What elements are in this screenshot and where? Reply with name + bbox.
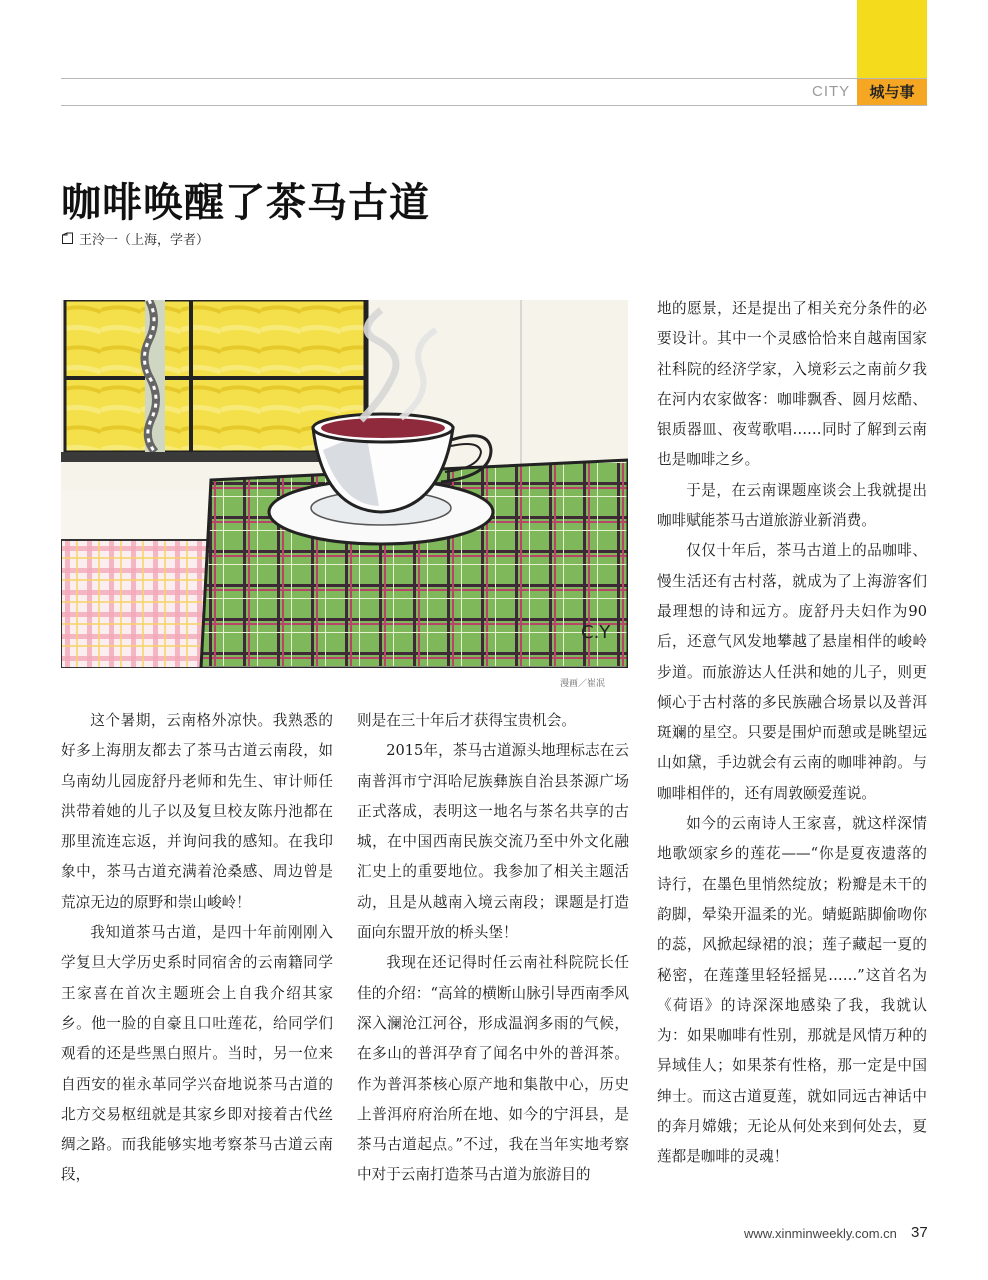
- coffee-cup-illustration: [61, 300, 628, 668]
- paragraph: 我现在还记得时任云南社科院院长任佳的介绍：“高耸的横断山脉引导西南季风深入澜沧江河谷，形成温润多雨的气候，在多山的普洱孕育了闻名中外的普洱茶。作为普洱茶核心原产地和集散中心，历史上普洱府府治所在地、如今的宁洱县，是茶马古道起点。”不过，我在当年实地考察中对于云南打造茶马古道为旅游目的: [357, 954, 629, 1184]
- paragraph: 仅仅十年后，茶马古道上的品咖啡、慢生活还有古村落，就成为了上海游客们最理想的诗和远方。庞舒丹夫妇作为90后，还意气风发地攀越了悬崖相伴的峻岭步道。而旅游达人任洪和她的儿子，则更倾心于古村落的多民族融合场景以及普洱斑斓的星空。只要是围炉而憩或是眺望远山如黛，手边就会有云南的咖啡神韵。与咖啡相伴的，还有周敦颐爱莲说。: [657, 542, 927, 802]
- paragraph-continued: 则是在三十年后才获得宝贵机会。: [357, 712, 576, 729]
- paragraph-continued: 地的愿景，还是提出了相关充分条件的必要设计。其中一个灵感恰恰来自越南国家社科院的经济学家，入境彩云之南前夕我在河内农家做客：咖啡飘香、圆月炫酷、银质器皿、夜莺歌唱……同时了解到云南也是咖啡之乡。: [657, 300, 927, 469]
- illustration-signature: C.Y: [581, 622, 611, 643]
- paragraph: 这个暑期，云南格外凉快。我熟悉的好多上海朋友都去了茶马古道云南段，如乌南幼儿园庞舒丹老师和先生、审计师任洪带着她的儿子以及复旦校友陈丹池都在那里流连忘返，并询问我的感知。在我印象中，茶马古道充满着沧桑感、周边曾是荒凉无边的原野和崇山峻岭！: [61, 712, 333, 911]
- paragraph: 于是，在云南课题座谈会上我就提出咖啡赋能茶马古道旅游业新消费。: [657, 481, 927, 530]
- text-column-1: [61, 706, 333, 1191]
- illustration-credit: 漫画／崔冺: [560, 679, 606, 689]
- pen-icon: [61, 232, 74, 245]
- section-label-en: CITY: [812, 83, 851, 100]
- page-number: 37: [911, 1224, 928, 1241]
- text-column-3: [657, 294, 927, 1173]
- paragraph: 我知道茶马古道，是四十年前刚刚入学复旦大学历史系时同宿舍的云南籍同学王家喜在首次主题班会上自我介绍其家乡。他一脸的自豪且口吐莲花，给同学们观看的还是些黑白照片。当时，另一位来自西安的崔永革同学兴奋地说茶马古道的北方交易枢纽就是其家乡即对接着古代丝绸之路。而我能够实地考察茶马古道云南段，: [61, 924, 333, 1184]
- paragraph: 如今的云南诗人王家喜，就这样深情地歌颂家乡的莲花——“你是夏夜遗落的诗行，在墨色里悄然绽放；粉瓣是未干的韵脚，晕染开温柔的光。蜻蜓踮脚偷吻你的蕊，风掀起绿裙的浪；莲子藏起一夏的秘密，在莲蓬里轻轻摇晃……”这首名为《荷语》的诗深深地感染了我，我就认为：如果咖啡有性别，那就是风情万种的异域佳人；如果茶有性格，那一定是中国绅士。而这古道夏莲，就如同远古神话中的奔月嫦娥；无论从何处来到何处去，夏莲都是咖啡的灵魂！: [657, 815, 927, 1166]
- text-column-2: [357, 706, 629, 1191]
- byline-text: 王泠一（上海，学者）: [79, 233, 210, 248]
- header-color-tab: [857, 0, 927, 78]
- header-rule-top: [61, 78, 927, 79]
- article-title: 咖啡唤醒了茶马古道: [61, 180, 430, 226]
- paragraph: 2015年，茶马古道源头地理标志在云南普洱市宁洱哈尼族彝族自治县茶源广场正式落成，表明这一地名与茶名共享的古城，在中国西南民族交流乃至中外文化融汇史上的重要地位。我参加了相关主题活动，且是从越南入境云南段；课题是打造面向东盟开放的桥头堡！: [357, 742, 629, 942]
- header-rule-bottom: [61, 105, 927, 106]
- byline: [61, 229, 209, 248]
- footer-url: www.xinminweekly.com.cn: [744, 1226, 897, 1241]
- section-label-zh: 城与事: [857, 79, 927, 105]
